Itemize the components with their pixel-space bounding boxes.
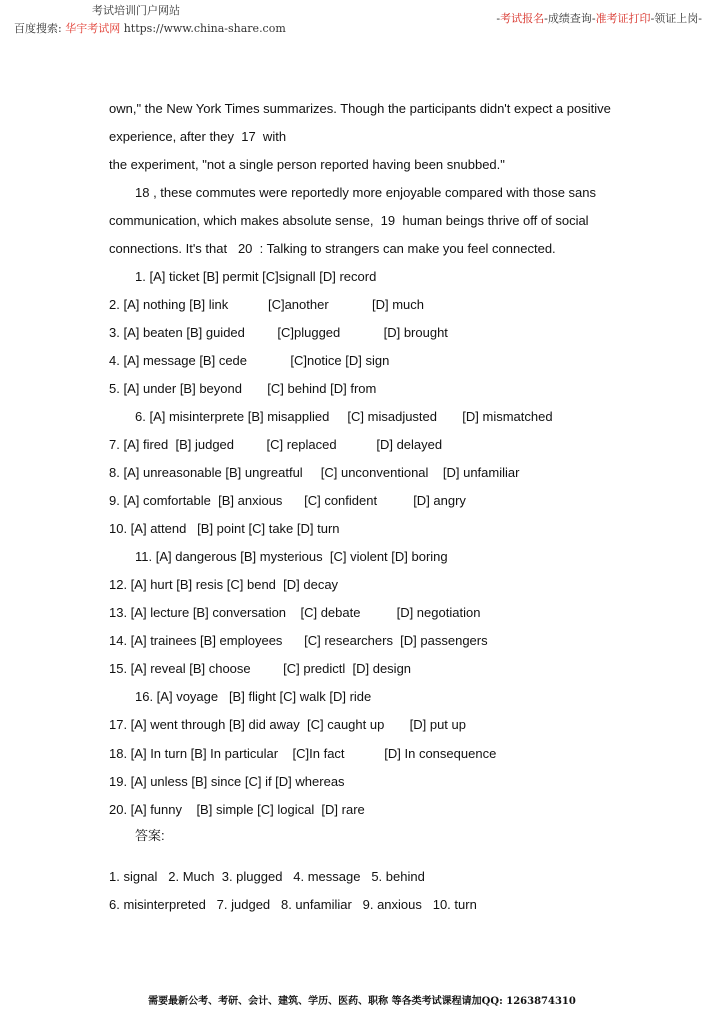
search-banner	[14, 20, 286, 36]
search-label: 百度搜索:	[14, 22, 62, 35]
site-title: 考试培训门户网站	[92, 4, 180, 17]
passage-line: communication, which makes absolute sense, 19 human beings thrive off of social	[109, 213, 589, 228]
question-item: 12. [A] hurt [B] resis [C] bend [D] decay	[109, 577, 339, 592]
passage-line: connections. It's that 20 : Talking to strangers can make you feel connected.	[109, 241, 556, 256]
question-item: 4. [A] message [B] cede [C]notice [D] sign	[109, 353, 390, 368]
passage-line: the experiment, "not a single person reported having been snubbed."	[109, 157, 505, 172]
question-item: 10. [A] attend [B] point [C] take [D] turn	[109, 521, 340, 536]
question-item: 2. [A] nothing [B] link [C]another [D] much	[109, 297, 425, 312]
question-item: 6. [A] misinterprete [B] misapplied [C] misadjusted [D] mismatched	[135, 409, 553, 424]
question-item: 15. [A] reveal [B] choose [C] predictl [D] design	[109, 661, 412, 676]
link-score-query[interactable]: 成绩查询	[547, 12, 592, 25]
question-item: 20. [A] funny [B] simple [C] logical [D] rare	[109, 802, 365, 817]
answer-line: 6. misinterpreted 7. judged 8. unfamiliar 9. anxious 10. turn	[109, 897, 477, 912]
question-item: 3. [A] beaten [B] guided [C]plugged [D] brought	[109, 325, 448, 340]
answers-heading: 答案:	[135, 828, 165, 843]
passage-line: own," the New York Times summarizes. Though the participants didn't expect a positive	[109, 101, 611, 116]
passage-line: 18 , these commutes were reportedly more enjoyable compared with those sans	[135, 185, 597, 200]
answer-line: 1. signal 2. Much 3. plugged 4. message 5. behind	[109, 869, 425, 884]
question-item: 8. [A] unreasonable [B] ungreatful [C] unconventional [D] unfamiliar	[109, 465, 520, 480]
question-item: 17. [A] went through [B] did away [C] caught up [D] put up	[109, 717, 466, 732]
question-item: 11. [A] dangerous [B] mysterious [C] violent [D] boring	[135, 549, 448, 564]
site-url[interactable]: https://www.china-share.com	[123, 22, 286, 35]
search-brand-link[interactable]: 华宇考试网	[65, 22, 121, 35]
question-item: 9. [A] comfortable [B] anxious [C] confident [D] angry	[109, 493, 466, 508]
question-item: 7. [A] fired [B] judged [C] replaced [D] delayed	[109, 437, 443, 452]
passage-line: experience, after they 17 with	[109, 129, 287, 144]
link-certificate[interactable]: 领证上岗	[654, 12, 699, 25]
link-admission-ticket[interactable]: 准考证打印	[595, 12, 651, 25]
question-item: 5. [A] under [B] beyond [C] behind [D] from	[109, 381, 377, 396]
question-item: 19. [A] unless [B] since [C] if [D] whereas	[109, 774, 345, 789]
question-item: 14. [A] trainees [B] employees [C] researchers [D] passengers	[109, 633, 488, 648]
header-links: -考试报名-成绩查询-准考证打印-领证上岗-	[496, 12, 702, 25]
question-item: 16. [A] voyage [B] flight [C] walk [D] ride	[135, 689, 372, 704]
question-item: 13. [A] lecture [B] conversation [C] debate [D] negotiation	[109, 605, 481, 620]
question-item: 18. [A] In turn [B] In particular [C]In fact [D] In consequence	[109, 746, 497, 761]
link-exam-registration[interactable]: 考试报名	[500, 12, 545, 25]
question-item: 1. [A] ticket [B] permit [C]signall [D] record	[135, 269, 377, 284]
footer-note: 需要最新公考、考研、会计、建筑、学历、医药、职称 等各类考试课程请加QQ: 1263874310	[148, 996, 576, 1007]
